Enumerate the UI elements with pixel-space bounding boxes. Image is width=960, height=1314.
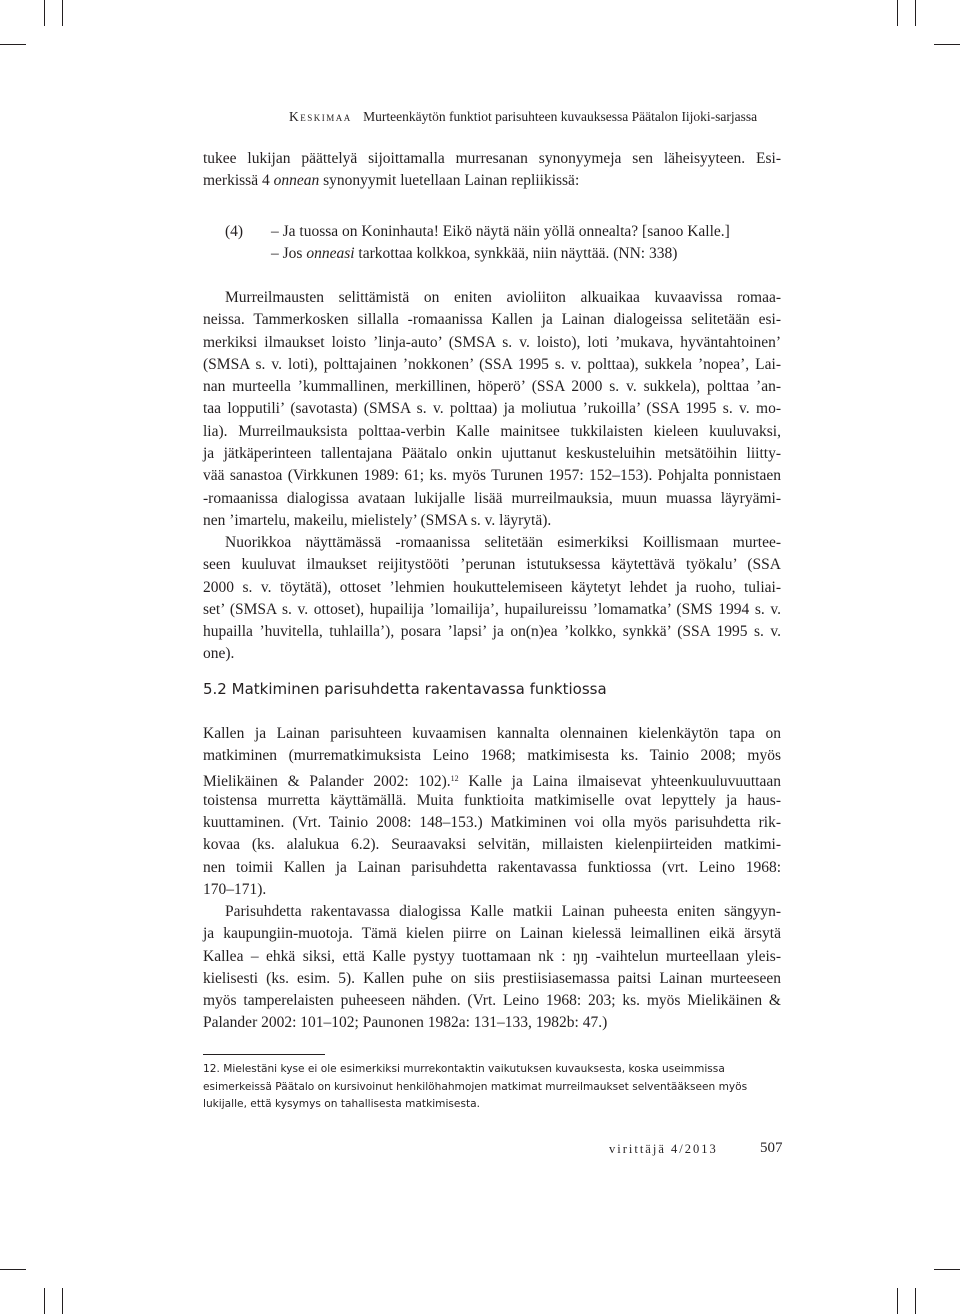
p2-line-3: 2000 s. v. töytätä), ottoset ’lehmien houkuttelemiseen käytetyt lehdet ja ruoho, tuliai- [203, 578, 781, 596]
paragraph-1 [203, 287, 781, 532]
paragraph-4 [203, 901, 781, 1035]
p3-line-4: toistensa murretta käyttämällä. Muita funktioita matkimiselle ovat lepyttely ja haus- [203, 791, 781, 809]
crop-mark [44, 1288, 45, 1314]
example-line-2-post: tarkottaa kolkkoa, synkkää, niin näyttää. (NN: 338) [354, 245, 678, 262]
p3-line-3-rest: Kalle ja Laina ilmaisevat yhteenkuuluvuuttaan [458, 772, 781, 790]
p4-line-1: Parisuhdetta rakentavassa dialogissa Kalle matkii Lainan puheesta eniten sängyyn- [225, 903, 781, 920]
journal-footer: virittäjä 4/2013 [609, 1142, 718, 1156]
header-title: Murteenkäytön funktiot parisuhteen kuvauksessa Päätalon Iijoki-sarjassa [363, 109, 758, 124]
intro-italic: onnean [273, 172, 320, 190]
example-line-2-italic: onneasi [306, 245, 355, 262]
p1-line-3: merkiksi ilmaukset loisto ’linja-auto’ (SMSA s. v. loisto), loti ’mukava, hyväntahtoinen’ [203, 333, 781, 351]
crop-mark [915, 1288, 916, 1314]
crop-mark [934, 1269, 960, 1270]
p4-line-6: Palander 2002: 101–102; Paunonen 1982a: 131–133, 1982b: 47.) [203, 1014, 608, 1032]
crop-mark [915, 0, 916, 26]
crop-mark [897, 1288, 898, 1314]
p4-line-4: kielisesti (ks. esim. 5). Kallen puhe on siis prestiisiasemassa paitsi Lainan murteeseen [203, 969, 781, 987]
crop-mark [44, 0, 45, 26]
p3-line-1: Kallen ja Lainan parisuhteen kuvaamisen kannalta olennainen kielenkäytön tapa on [203, 725, 781, 742]
p1-line-2: neissa. Tammerkosken sillalla -romaanissa Kallen ja Lainan dialogeissa selitetään esi- [203, 311, 781, 329]
p2-line-2: seen kuuluvat ilmaukset reijitystööti ’perunan istutuksessa käytettävä työkalu’ (SSA [203, 556, 781, 574]
page-number: 507 [760, 1140, 783, 1156]
p3-line-6: kovaa (ks. alalukua 6.2). Seuraavaksi selvitän, millaisten kielenpiirteiden matkimi- [203, 836, 781, 854]
intro-line-1: tukee lukijan päättelyä sijoittamalla murresanan synonyymeja sen läheisyyteen. Esi- [203, 150, 781, 167]
p3-line-7: nen toimii Kallen ja Lainan parisuhdetta rakentavassa funktiossa (vrt. Leino 1968: [203, 858, 781, 876]
p4-line-3: Kallea – ehkä siksi, että Kalle pystyy tuottamaan nk : ŋŋ -vaihtelun murteellaan yleis- [203, 947, 781, 965]
p4-line-2: ja kaupungiin-muotoja. Tämä kielen piirre on Lainan kielessä leimallinen eikä ärsytä [203, 925, 781, 943]
running-header [289, 109, 757, 125]
crop-mark [897, 0, 898, 26]
footnote-number: 12. [203, 1063, 220, 1075]
example-number: (4) [225, 223, 244, 240]
p3-line-8: 170–171). [203, 881, 267, 899]
p1-line-4: (SMSA s. v. loti), polttajainen ’nokkonen’ (SSA 1995 s. v. polttaa), sukkela ’nopea’, Lai- [203, 355, 781, 373]
footnote-ref[interactable]: 12 [450, 773, 459, 783]
example-line-2 [271, 243, 677, 265]
p3-line-3 [203, 768, 781, 790]
p1-line-11: nen ’imartelu, makeilu, mielistely’ (SMSA s. v. läyrytä). [203, 511, 552, 529]
p1-line-8: ja jätkäperinteen tallentajana Päätalo onkin ujuttanut keskusteluihin metsätöihin liitty- [203, 445, 781, 463]
crop-mark [0, 1269, 26, 1270]
p1-line-9: vää sanastoa (Virkkunen 1989: 61; ks. myös Turunen 1957: 152–153). Pohjalta ponnistaen [203, 467, 781, 485]
section-heading: 5.2 Matkiminen parisuhdetta rakentavassa funktiossa [203, 680, 607, 698]
intro-paragraph [203, 148, 781, 193]
p4-line-5: myös tamperelaisten puheeseen nähden. (Vrt. Leino 1968: 203; ks. myös Mielikäinen & [203, 992, 781, 1010]
footnote-text: Mielestäni kyse ei ole esimerkiksi murrekontaktin vaikutuksen kuvauksesta, koska useimmissa esimerkeissä Päätalo on kursivoinut henkilöhahmojen matkimat murreilmaukset selventääkseen myös lukijalle, että kysymys on tahallisesta matkimisesta. [203, 1063, 748, 1110]
p2-line-4: set’ (SMSA s. v. ottoset), hupailija ’lomailija’, hupailureissu ’lomamatka’ (SMS 1994 s. v. [203, 600, 781, 618]
p1-line-5: nan murteella ’kummallinen, merkillinen, höperö’ (SSA 2000 s. v. sukkela), polttaa ’an- [203, 378, 781, 396]
p3-line-5: kuuttaminen. (Vrt. Tainio 2008: 148–153.) Matkiminen voi olla myös parisuhdetta rik- [203, 814, 781, 832]
p1-line-7: lia). Murreilmauksista polttaa-verbin Kalle mainitsee tukkilaisten kieleen kuuluvaksi, [203, 422, 781, 440]
p2-line-5: hupailla ’huvitella, tuhlailla’), posara ’lapsi’ ja on(n)ea ’kolkko, synkkä’ (SSA 1995 s. v. [203, 623, 781, 641]
intro-line-2: merkissä 4 onnean synonyymit luetellaan Lainan repliikissä: [203, 172, 580, 190]
paragraph-2 [203, 532, 781, 666]
paragraph-3 [203, 723, 781, 901]
example-line-2-pre: – Jos [271, 245, 307, 262]
footnote [203, 1061, 781, 1114]
crop-mark [62, 0, 63, 26]
p2-line-6: one). [203, 645, 235, 663]
p1-line-6: taa lopputili’ (savotasta) (SMSA s. v. polttaa) ja moliutua ’rukoilla’ (SSA 1995 s. v. mo- [203, 400, 781, 418]
p2-line-1: Nuorikkoa näyttämässä -romaanissa selitetään esimerkiksi Koillismaan murtee- [225, 534, 781, 551]
p1-line-10: -romaanissa dialogissa avataan lukijalle lisää murreilmauksia, muun muassa läyryämi- [203, 489, 781, 507]
crop-mark [62, 1288, 63, 1314]
p3-line-2: matkiminen (murrematkimuksista Leino 1968; matkimisesta ks. Tainio 2008; myös [203, 747, 781, 765]
example-line-1: – Ja tuossa on Koninhauta! Eikö näytä näin yöllä onnealta? [sanoo Kalle.] [271, 223, 730, 240]
header-author: Keskimaa [289, 109, 352, 124]
crop-mark [0, 44, 26, 45]
p1-line-1: Murreilmausten selittämistä on eniten avioliiton alkuaikaa kuvaavissa romaa- [225, 289, 781, 306]
footnote-rule [203, 1054, 325, 1055]
p3-line-3-start: Mielikäinen & Palander 2002: 102). [203, 772, 451, 790]
crop-mark [934, 44, 960, 45]
